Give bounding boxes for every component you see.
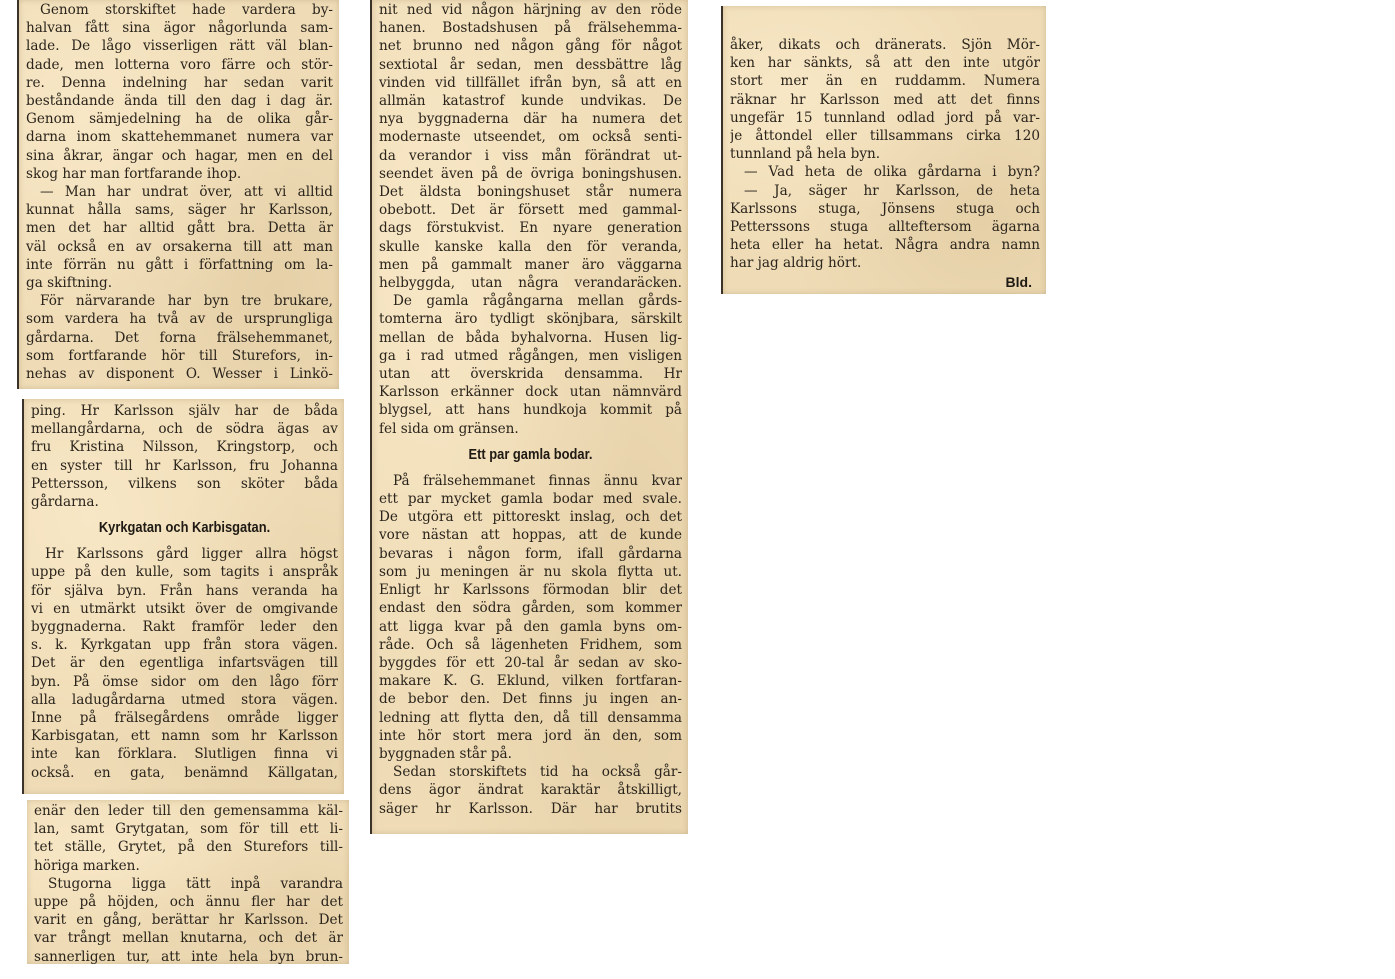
text-line: mellan de båda byhalvorna. Husen lig-: [379, 329, 682, 346]
text-line: tet ställe, Grytet, på den Sturefors till-: [34, 839, 343, 856]
text-line: hanen. Bostadshusen på frälsehemma-: [379, 20, 682, 37]
text-line: Sedan storskiftets tid ha också går-: [393, 764, 682, 781]
text-line: som fortfarande hör till Sturefors, in-: [26, 347, 333, 364]
text-line: Det äldsta boningshuset står numera: [379, 184, 682, 201]
text-line: De gamla rågångarna mellan gårds-: [393, 293, 682, 310]
text-line: beståndande ända till den dag i dag är.: [26, 93, 333, 110]
text-line: de bebor den. Det finns ju ingen an-: [379, 691, 682, 708]
text-line: uppe på den kulle, som tagits i anspråk: [31, 564, 338, 581]
text-line: dags förstukvist. En nyare generation: [379, 220, 682, 237]
text-line: seendet även på de övriga boningshusen.: [379, 165, 682, 182]
text-line: På frälsehemmanet finnas ännu kvar: [393, 472, 682, 489]
text-line: ga i rad utmed rågången, men visligen: [379, 347, 682, 364]
text-line: vore nästan att hoppas, att de kunde: [379, 527, 682, 544]
text-line: lan, samt Grytgatan, som för till ett li-: [34, 821, 343, 838]
text-line: stort mer än en ruddamm. Numera: [730, 73, 1040, 90]
text-line: makare K. G. Eklund, vilken fortfaran-: [379, 673, 682, 690]
clipping-1: [17, 0, 339, 389]
text-line: men på gammalt maner äro väggarna: [379, 256, 682, 273]
text-line: tomterna äro tydligt skönjbara, särskilt: [379, 311, 682, 328]
section-heading: Ett par gamla bodar.: [468, 445, 593, 463]
text-line: s. k. Kyrkgatan upp från stora vägen.: [31, 637, 338, 654]
text-line: je åttondel eller tillsammans cirka 120: [730, 128, 1040, 145]
text-line: halvan fått sina ägor någorlunda sam-: [26, 20, 333, 37]
clipping-2-text: [31, 402, 338, 511]
text-line: åker, dikats och dränerats. Sjön Mör-: [730, 37, 1040, 53]
text-line: Genom sämjedelning ha de olika går-: [26, 111, 333, 128]
text-line: — Man har undrat över, att vi alltid: [40, 184, 333, 201]
text-line: Karbisgatan, ett namn som hr Karlsson: [31, 728, 338, 745]
text-line: Stugorna ligga tätt inpå varandra: [48, 875, 343, 892]
text-line: För närvarande har byn tre brukare,: [40, 293, 333, 310]
text-line: sina åkrar, ängar och hagar, men en del: [26, 147, 333, 164]
text-line: Inne på frälsegårdens område ligger: [31, 710, 338, 727]
text-line: skog har man fortfarande ihop.: [26, 165, 242, 182]
author-signature: Bld.: [1005, 273, 1032, 290]
clipping-5-text: [730, 36, 1040, 273]
text-line: re. Denna indelning har sedan varit: [26, 74, 333, 91]
text-line: Petterssons stuga allteftersom ägarna: [730, 219, 1040, 236]
text-line: som vardera ha två av de ursprungliga: [26, 311, 333, 328]
text-line: en syster till hr Karlsson, fru Johanna: [31, 457, 338, 474]
text-line: sannerligen tur, att inte hela byn brun-: [34, 948, 343, 964]
text-line: net brunno ned någon gång för något: [379, 38, 682, 55]
text-line: utan att överskrida densamma. Hr: [379, 366, 682, 383]
text-line: ungefär 15 tunnland odlad jord på var-: [730, 109, 1040, 126]
text-line: — Ja, säger hr Karlsson, de heta: [744, 182, 1040, 199]
text-line: byggdes för ett 20-tal år sedan av sko-: [379, 654, 682, 671]
text-line: ledning att flytta den, då till densamma: [379, 709, 682, 726]
text-line: inte förrän nu gått i författning om la-: [26, 256, 333, 273]
text-line: enär den leder till den gemensamma käl-: [34, 803, 343, 819]
text-line: lade. De lågo visserligen rätt väl blan-: [26, 38, 333, 55]
text-line: säger hr Karlsson. Där har brutits: [379, 800, 682, 817]
text-line: kunnat hålla sams, säger hr Karlsson,: [26, 202, 333, 219]
text-line: byggnaderna. Rakt framför leder den: [31, 619, 338, 636]
text-line: nit ned vid någon härjning av den röde: [379, 2, 682, 18]
text-line: ping. Hr Karlsson själv har de båda: [31, 403, 338, 419]
text-line: har jag aldrig hört.: [730, 255, 862, 272]
text-line: nehas av disponent O. Wesser i Linkö-: [26, 366, 333, 383]
text-line: men det har alltid gått bra. Detta är: [26, 220, 333, 237]
text-line: endast den södra gården, som kommer: [379, 600, 682, 617]
text-line: inte kan förklara. Slutligen finna vi: [31, 746, 338, 763]
text-line: att ligga kvar på den gamla byns om-: [379, 618, 682, 635]
text-line: inte hör stort mera jord än den, som: [379, 727, 682, 744]
text-line: darna inom skattehemmanet numera var: [26, 129, 333, 146]
clipping-2-text-after: [31, 545, 338, 782]
text-line: Det är den egentliga infartsvägen till: [31, 655, 338, 672]
text-line: gårdarna. Det forna frälsehemmanet,: [26, 329, 333, 346]
text-line: Enligt hr Karlssons förmodan blir det: [379, 582, 682, 599]
text-line: fel sida om gränsen.: [379, 420, 519, 437]
text-line: som ju meningen är nu skola flytta ut.: [379, 563, 682, 580]
text-line: byn. På ömse sidor om den lågo förr: [31, 673, 338, 690]
text-line: mellangårdarna, och de södra ägas av: [31, 421, 338, 438]
clipping-1-text: [26, 1, 333, 383]
text-line: ken har sänkts, så att den inte utgör: [730, 55, 1040, 72]
text-line: — Vad heta de olika gårdarna i byn?: [744, 164, 1040, 181]
text-line: Karlssons stuga, Jönsens stuga och: [730, 200, 1040, 217]
text-line: De utgöra ett pittoreskt inslag, och det: [379, 509, 682, 526]
text-line: modernaste utseendet, om också senti-: [379, 129, 682, 146]
text-line: byggnaden står på.: [379, 745, 512, 762]
text-line: dens ägor ändrat karaktär åtskilligt,: [379, 782, 682, 799]
text-line: ga skiftning.: [26, 275, 113, 292]
text-line: höriga marken.: [34, 857, 140, 874]
text-line: helbyggda, utan några verandaräcken.: [379, 275, 682, 292]
text-line: dade, men lotterna voro färre och stör-: [26, 56, 333, 73]
text-line: nya byggnaderna där ha numera det: [379, 111, 682, 128]
text-line: var trångt mellan knutarna, och det är: [34, 930, 343, 947]
clipping-2: [22, 399, 344, 794]
text-line: Genom storskiftet hade vardera by-: [40, 2, 333, 18]
clipping-3-text: [34, 802, 343, 964]
clipping-4: [370, 0, 688, 834]
text-line: tunnland på hela byn.: [730, 146, 881, 163]
text-line: uppe på höjden, och ännu fler har det: [34, 894, 343, 911]
text-line: obebott. Det är försett med gammal-: [379, 202, 682, 219]
text-line: vinden vid tillfället ifrån byn, så att en: [379, 74, 682, 91]
clipping-4-text: [379, 1, 682, 438]
text-line: väl också en av orsakerna till att man: [26, 238, 333, 255]
text-line: fru Kristina Nilsson, Kringstorp, och: [31, 439, 338, 456]
text-line: för själva byn. Från hans veranda ha: [31, 582, 338, 599]
text-line: Karlsson erkänner dock utan nämnvärd: [379, 384, 682, 401]
text-line: också. en gata, benämnd Källgatan,: [31, 764, 338, 781]
text-line: Hr Karlssons gård ligger allra högst: [45, 546, 338, 563]
clipping-3: [27, 800, 349, 964]
text-line: alla ladugårdarna utmed stora vägen.: [31, 691, 338, 708]
text-line: råde. Och så lägenheten Fridhem, som: [379, 636, 682, 653]
clipping-5: [721, 6, 1046, 294]
text-line: heta eller ha hetat. Några andra namn: [730, 237, 1040, 254]
text-line: räknar hr Karlsson med att det finns: [730, 91, 1040, 108]
text-line: ett par mycket gamla bodar med svale.: [379, 491, 682, 508]
text-line: blygsel, att hans hundkoja kommit på: [379, 402, 682, 419]
text-line: allmän katastrof kunde undvikas. De: [379, 93, 682, 110]
text-line: skulle kanske kalla den för veranda,: [379, 238, 682, 255]
text-line: sextiotal år sedan, men dessbättre låg: [379, 56, 682, 73]
section-heading: Kyrkgatan och Karbisgatan.: [98, 519, 271, 537]
text-line: bevaras i någon form, ifall gårdarna: [379, 545, 682, 562]
text-line: varit en gång, berättar hr Karlsson. Det: [34, 912, 343, 929]
text-line: Pettersson, vilkens son sköter båda: [31, 475, 338, 492]
text-line: vi en utmärkt utsikt över de omgivande: [31, 600, 338, 617]
clipping-4-text-after: [379, 472, 682, 818]
text-line: da verandor i viss mån förändrat ut-: [379, 147, 682, 164]
text-line: gårdarna.: [31, 494, 99, 511]
